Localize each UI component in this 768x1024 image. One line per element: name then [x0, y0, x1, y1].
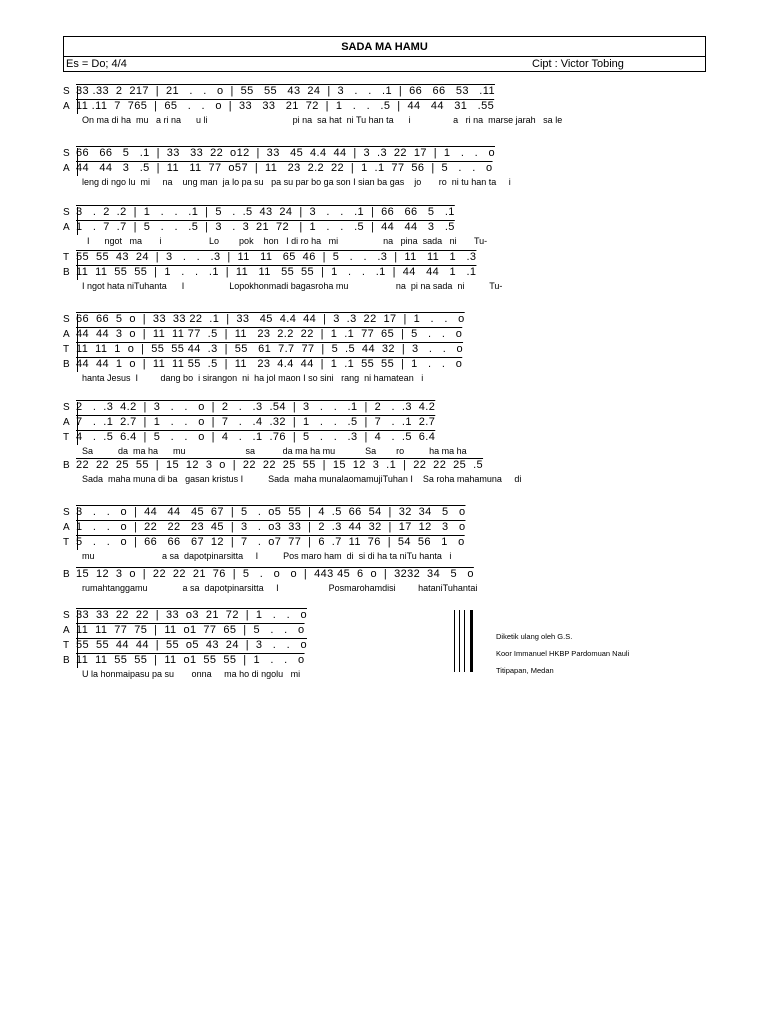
notation-line: 44 44 1 o | 11 11 55 .5 | 11 23 4.4 44 | 1 .1 55 55 | 1 . . o	[76, 358, 463, 370]
notation-line: 3 . . o | 44 44 45 67 | 5 . o5 55 | 4 .5 66 54 | 32 34 5 o	[76, 506, 466, 518]
voice-staff	[60, 567, 708, 582]
voice-staff	[60, 327, 708, 342]
notation-line: 4 . .5 6.4 | 5 . . o | 4 . .1 .76 | 5 . . .3 | 4 . .5 6.4	[76, 431, 436, 443]
score-system	[60, 146, 708, 189]
score-system	[60, 567, 708, 595]
voice-staff	[60, 400, 708, 415]
lyrics-line: Sada maha muna di ba gasan kristus I Sada maha munalaomamujiTuhan I Sa roha mahamuna di	[82, 474, 522, 484]
notation-line: 55 55 44 44 | 55 o5 43 24 | 3 . . o	[76, 639, 307, 651]
notation-line: 44 44 3 .5 | 11 11 77 o57 | 11 23 2.2 22 | 1 .1 77 56 | 5 . . o	[76, 162, 493, 174]
voice-staff	[60, 357, 708, 372]
notation-line: 1 . . o | 22 22 23 45 | 3 . o3 33 | 2 .3 44 32 | 17 12 3 o	[76, 521, 466, 533]
title-box	[63, 36, 706, 72]
voice-label: A	[63, 222, 70, 233]
notation-line: 11 11 55 55 | 1 . . .1 | 11 11 55 55 | 1 . . .1 | 44 44 1 .1	[76, 266, 477, 278]
lyrics-line: On ma di ha mu a ri na u li pi na sa hat ni Tu han ta i a ri na marse jarah sa le	[82, 115, 563, 125]
voice-label: B	[63, 569, 70, 580]
lyrics-line: Sa da ma ha mu sa da ma ha mu Sa ro ha ma ha	[82, 446, 467, 456]
voice-label: S	[63, 402, 70, 413]
notation-line: 3 . 2 .2 | 1 . . .1 | 5 . .5 43 24 | 3 . . .1 | 66 66 5 .1	[76, 206, 455, 218]
voice-label: B	[63, 655, 70, 666]
notation-line: 1 . 7 .7 | 5 . . .5 | 3 . 3 21 72 | 1 . . .5 | 44 44 3 .5	[76, 221, 455, 233]
lyrics-line: I ngot hata niTuhanta I Lopokhonmadi bagasroha mu na pi na sada ni Tu-	[82, 281, 503, 291]
voice-label: S	[63, 314, 70, 325]
lyrics-line: rumahtanggamu a sa dapotpinarsitta I Posmarohamdisi hataniTuhantai	[82, 583, 478, 593]
voice-staff	[60, 84, 708, 99]
credit-line: Titipapan, Medan	[496, 666, 554, 675]
voice-label: B	[63, 460, 70, 471]
voice-staff	[60, 458, 708, 473]
voice-staff	[60, 312, 708, 327]
voice-label: S	[63, 86, 70, 97]
key-signature: Es = Do; 4/4	[66, 58, 127, 70]
voice-label: B	[63, 359, 70, 370]
voice-staff	[60, 99, 708, 114]
title-divider	[64, 56, 705, 57]
voice-label: S	[63, 207, 70, 218]
notation-line: 15 12 3 o | 22 22 21 76 | 5 . o o | 443 45 6 o | 3232 34 5 o	[76, 568, 474, 580]
voice-label: T	[63, 344, 70, 355]
voice-label: A	[63, 163, 70, 174]
score-system	[60, 505, 708, 563]
final-barline	[454, 610, 476, 672]
voice-label: S	[63, 507, 70, 518]
voice-staff	[60, 250, 708, 265]
song-title: SADA MA HAMU	[341, 41, 428, 53]
notation-line: 7 . .1 2.7 | 1 . . o | 7 . .4 .32 | 1 . . .5 | 7 . .1 2.7	[76, 416, 436, 428]
voice-staff	[60, 608, 708, 623]
lyrics-line: hanta Jesus I dang bo i sirangon ni ha jol maon I so sini rang ni hamatean i	[82, 373, 424, 383]
notation-line: 11 .11 7 765 | 65 . . o | 33 33 21 72 | 1 . . .5 | 44 44 31 .55	[76, 100, 495, 112]
notation-line: 44 44 3 o | 11 11 77 .5 | 11 23 2.2 22 | 1 .1 77 65 | 5 . . o	[76, 328, 463, 340]
voice-staff	[60, 146, 708, 161]
voice-label: A	[63, 522, 70, 533]
score-system	[60, 458, 708, 486]
notation-line: 2 . .3 4.2 | 3 . . o | 2 . .3 .54 | 3 . . .1 | 2 . .3 4.2	[76, 401, 436, 413]
lyrics-line: leng di ngo lu mi na ung man ja lo pa su pa su par bo ga son I sian ba gas jo ro ni tu han ta i	[82, 177, 511, 187]
lyrics-line: U la honmaipasu pa su onna ma ho di ngolu mi	[82, 669, 301, 679]
score-system	[60, 250, 708, 293]
voice-staff	[60, 161, 708, 176]
notation-line: 66 66 5 o | 33 33 22 .1 | 33 45 4.4 44 | 3 .3 22 17 | 1 . . o	[76, 313, 465, 325]
notation-line: 11 11 55 55 | 11 o1 55 55 | 1 . . o	[76, 654, 305, 666]
voice-label: A	[63, 101, 70, 112]
notation-line: 66 66 5 .1 | 33 33 22 o12 | 33 45 4.4 44 | 3 .3 22 17 | 1 . . o	[76, 147, 495, 159]
notation-line: 11 11 77 75 | 11 o1 77 65 | 5 . . o	[76, 624, 305, 636]
voice-staff	[60, 265, 708, 280]
voice-label: S	[63, 610, 70, 621]
lyrics-line: mu a sa dapotpinarsitta I Pos maro ham di si di ha ta niTu hanta i	[82, 551, 452, 561]
score-system	[60, 312, 708, 385]
voice-staff	[60, 430, 708, 445]
voice-staff	[60, 415, 708, 430]
voice-label: T	[63, 537, 70, 548]
credit-line: Diketik ulang oleh G.S.	[496, 632, 573, 641]
notation-line: 33 .33 2 217 | 21 . . o | 55 55 43 24 | 3 . . .1 | 66 66 53 .11	[76, 85, 495, 97]
voice-label: B	[63, 267, 70, 278]
score-system	[60, 400, 708, 458]
notation-line: 5 . . o | 66 66 67 12 | 7 . o7 77 | 6 .7 11 76 | 54 56 1 o	[76, 536, 465, 548]
voice-staff	[60, 535, 708, 550]
voice-staff	[60, 342, 708, 357]
composer-credit: Cipt : Victor Tobing	[532, 58, 624, 70]
lyrics-line: I ngot ma i Lo pok hon I di ro ha mi na pina sada ni Tu-	[82, 236, 488, 246]
voice-staff	[60, 205, 708, 220]
credit-line: Koor Immanuel HKBP Pardomuan Nauli	[496, 649, 630, 658]
voice-staff	[60, 520, 708, 535]
voice-label: A	[63, 417, 70, 428]
score-system	[60, 84, 708, 127]
notation-line: 33 33 22 22 | 33 o3 21 72 | 1 . . o	[76, 609, 307, 621]
notation-line: 55 55 43 24 | 3 . . .3 | 11 11 65 46 | 5 . . .3 | 11 11 1 .3	[76, 251, 477, 263]
voice-label: S	[63, 148, 70, 159]
voice-staff	[60, 220, 708, 235]
voice-label: A	[63, 329, 70, 340]
credits	[496, 628, 629, 679]
voice-label: T	[63, 432, 70, 443]
notation-line: 11 11 1 o | 55 55 44 .3 | 55 61 7.7 77 | 5 .5 44 32 | 3 . . o	[76, 343, 464, 355]
notation-line: 22 22 25 55 | 15 12 3 o | 22 22 25 55 | 15 12 3 .1 | 22 22 25 .5	[76, 459, 484, 471]
voice-label: T	[63, 252, 70, 263]
voice-staff	[60, 505, 708, 520]
voice-label: T	[63, 640, 70, 651]
voice-label: A	[63, 625, 70, 636]
score-system	[60, 205, 708, 248]
